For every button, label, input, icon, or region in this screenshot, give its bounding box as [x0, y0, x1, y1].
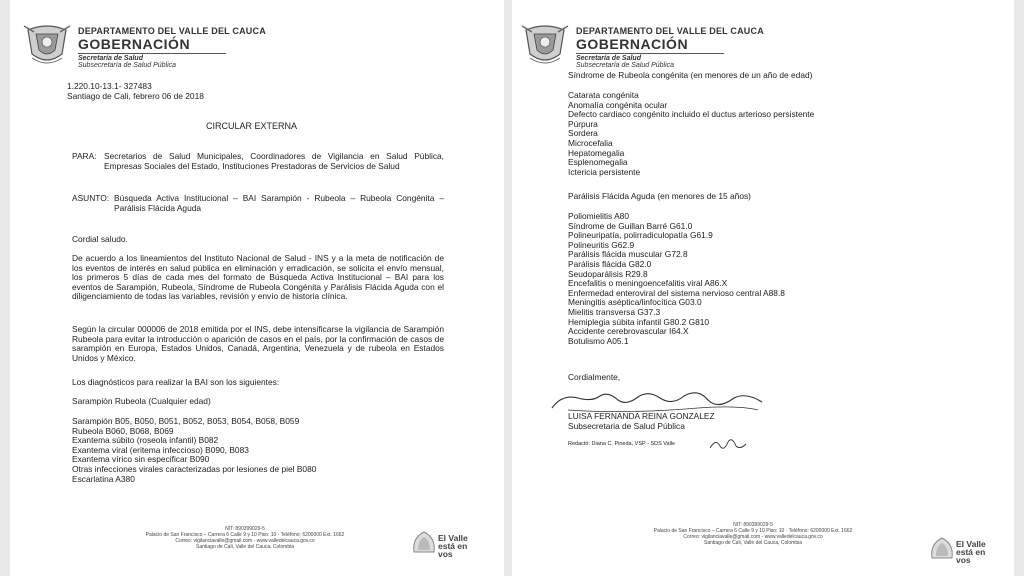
list-item: Escarlatina A380 [72, 473, 135, 484]
signer-name: LUISA FERNANDA REINA GONZALEZ [568, 411, 715, 421]
page-footer [120, 526, 370, 550]
subsecretaria-name: Subsecretaría de Salud Pública [78, 62, 177, 69]
valle-logo-icon [410, 528, 438, 558]
redacto-note: Redactó: Diana C. Pineda, VSP - SDS Valle [568, 441, 676, 447]
gobernacion-title: GOBERNACIÓN [576, 36, 689, 52]
diagnosticos-intro: Los diagnósticos para realizar la BAI son los siguientes: [72, 377, 280, 387]
paragraph-2: Según la circular 000006 de 2018 emitida por el INS, debe intensificarse la vigilancia de Sarampión Rubeola para evitar la introducción o aparición de casos en el país, por la confirmación de casos de sarampión en Europa, Estados Unidos, Canadá, Argentina, Venezuela y de rubeola en Estados Unidos y México. [72, 324, 444, 363]
greeting: Cordial saludo. [72, 234, 128, 244]
header-rule [576, 53, 724, 54]
list-item: Exantema vírico sin especificar B090 [72, 454, 210, 465]
list-item: Polineuripatía, polirradiculopatía G61.9 [568, 230, 713, 241]
logo-line-2: está en [438, 541, 468, 551]
list-item: Exantema súbito (roseola infantil) B082 [72, 435, 219, 446]
list-item: Encefalitis o meningoencefalitis viral A86.X [568, 278, 728, 289]
pfa-section-title: Parálisis Flácida Aguda (en menores de 15 años) [568, 191, 751, 201]
circular-title: CIRCULAR EXTERNA [206, 121, 298, 131]
department-name: DEPARTAMENTO DEL VALLE DEL CAUCA [78, 26, 266, 36]
document-page-1 [10, 0, 504, 576]
list-item: Catarata congénita [568, 90, 639, 100]
logo-line-3: vos [438, 549, 453, 559]
footer-address: Palacio de San Francisco – Carrera 6 Calle 9 y 10 Piso: 10 · Teléfono: 6200000 Ext. 1662 [145, 532, 345, 538]
logo-line-3: vos [956, 555, 971, 565]
list-item: Esplenomegalia [568, 157, 628, 168]
list-item: Botulismo A05.1 [568, 335, 629, 346]
list-item: Anomalía congénita ocular [568, 99, 668, 110]
list-item: Hepatomegalia [568, 147, 625, 158]
list-item: Enfermedad enteroviral del sistema nervioso central A88.8 [568, 287, 785, 298]
list-item: Parálisis flácida muscular G72.8 [568, 249, 688, 260]
footer-nit: NIT: 890399029-5 [225, 526, 265, 532]
list-item: Ictericia persistente [568, 166, 641, 177]
list-item: Polineuritis G62.9 [568, 239, 635, 250]
department-name: DEPARTAMENTO DEL VALLE DEL CAUCA [576, 26, 764, 36]
logo-line-1: El Valle [438, 533, 468, 543]
diagnosis-code-list [72, 417, 316, 484]
list-item: Parálisis flácida G82.0 [568, 258, 652, 269]
list-item: Poliomielitis A80 [568, 211, 629, 221]
secretaria-name: Secretaría de Salud [576, 55, 641, 62]
footer-email: Correo: vigilanciavalle@gmail.com - www.valledelcauca.gov.co [175, 538, 315, 544]
reference-number: 1.220.10-13.1- 327483 [67, 81, 152, 91]
paragraph-1: De acuerdo a los lineamientos del Instituto Nacional de Salud - INS y a la meta de notificación de los eventos de interés en salud pública en eliminación y erradicación, se solicita el envío mensual, los primeros 5 días de cada mes del formato de Búsqueda Activa Institucional – BAI para los eventos de Sarampión, Rubeola, Síndrome de Rubeola Congénita y Parálisis Flácida Aguda con el diligenciamiento de todas las variables, revisión y envío de historia clínica. [72, 253, 444, 302]
para-recipients: Secretarios de Salud Municipales, Coordinadores de Vigilancia en Salud Pública, Empresas Sociales del Estado, Instituciones Prestadoras de Servicios de Salud [104, 151, 444, 171]
logo-line-1: El Valle [956, 539, 986, 549]
coat-of-arms-icon [22, 20, 72, 68]
gobernacion-title: GOBERNACIÓN [78, 36, 191, 52]
place-date: Santiago de Cali, febrero 06 de 2018 [67, 91, 204, 101]
list-item: Exantema viral (eritema infeccioso) B090, B083 [72, 444, 249, 455]
asunto-text: Búsqueda Activa Institucional – BAI Sarampión - Rubeola – Rubeola Congénita – Parálisis Flácida Aguda [114, 193, 444, 213]
list-item: Meningitis aséptica/linfocítica G03.0 [568, 297, 702, 308]
list-item: Púrpura [568, 118, 598, 129]
valle-logo-icon [928, 534, 956, 564]
list-item: Defecto cardiaco congénito incluido el ductus arterioso persistente [568, 109, 815, 120]
list-item: Accidente cerebrovascular I64.X [568, 326, 689, 337]
logo-line-2: está en [956, 547, 986, 557]
list-item: Sordera [568, 128, 598, 139]
secretaria-name: Secretaría de Salud [78, 55, 143, 62]
list-item: Síndrome de Guillan Barré G61.0 [568, 220, 693, 231]
footer-city: Santiago de Cali, Valle del Cauca, Colombia [195, 544, 295, 550]
src-section-title: Síndrome de Rubeola congénita (en menores de un año de edad) [568, 70, 813, 80]
page-footer [618, 522, 888, 546]
el-valle-logo [928, 530, 1000, 570]
list-item: Otras infecciones virales caracterizadas por lesiones de piel B080 [72, 463, 317, 474]
footer-city: Santiago de Cali, Valle del Cauca, Colombia [703, 540, 803, 546]
list-item: Mielitis transversa G37.3 [568, 306, 661, 317]
src-criteria-list [568, 91, 814, 177]
para-label: PARA: [72, 151, 97, 161]
header-rule [78, 53, 226, 54]
footer-email: Correo: vigilanciavalle@gmail.com - www.valledelcauca.gov.co [683, 534, 823, 540]
footer-nit: NIT: 890399029-5 [733, 522, 773, 528]
asunto-label: ASUNTO: [72, 193, 110, 203]
pfa-code-list [568, 212, 785, 346]
initials-signature [708, 436, 748, 452]
list-item: Sarampión B05, B050, B051, B052, B053, B054, B058, B059 [72, 416, 300, 426]
document-page-2 [512, 0, 1014, 576]
signer-title: Subsecretaria de Salud Pública [568, 421, 685, 431]
closing: Cordialmente, [568, 372, 621, 382]
list-item: Hemiplegia súbita infantil G80.2 G810 [568, 316, 710, 327]
section-title-sarampion: Sarampión Rubeola (Cualquier edad) [72, 396, 211, 406]
list-item: Seudoparálisis R29.8 [568, 268, 648, 279]
footer-address: Palacio de San Francisco – Carrera 6 Calle 9 y 10 Piso: 10 · Teléfono: 6200000 Ext. 1662 [653, 528, 853, 534]
list-item: Rubeola B060, B068, B069 [72, 425, 174, 436]
coat-of-arms-icon [520, 20, 570, 68]
list-item: Microcefalia [568, 137, 613, 148]
el-valle-logo [410, 524, 482, 564]
subsecretaria-name: Subsecretaría de Salud Pública [576, 62, 675, 69]
